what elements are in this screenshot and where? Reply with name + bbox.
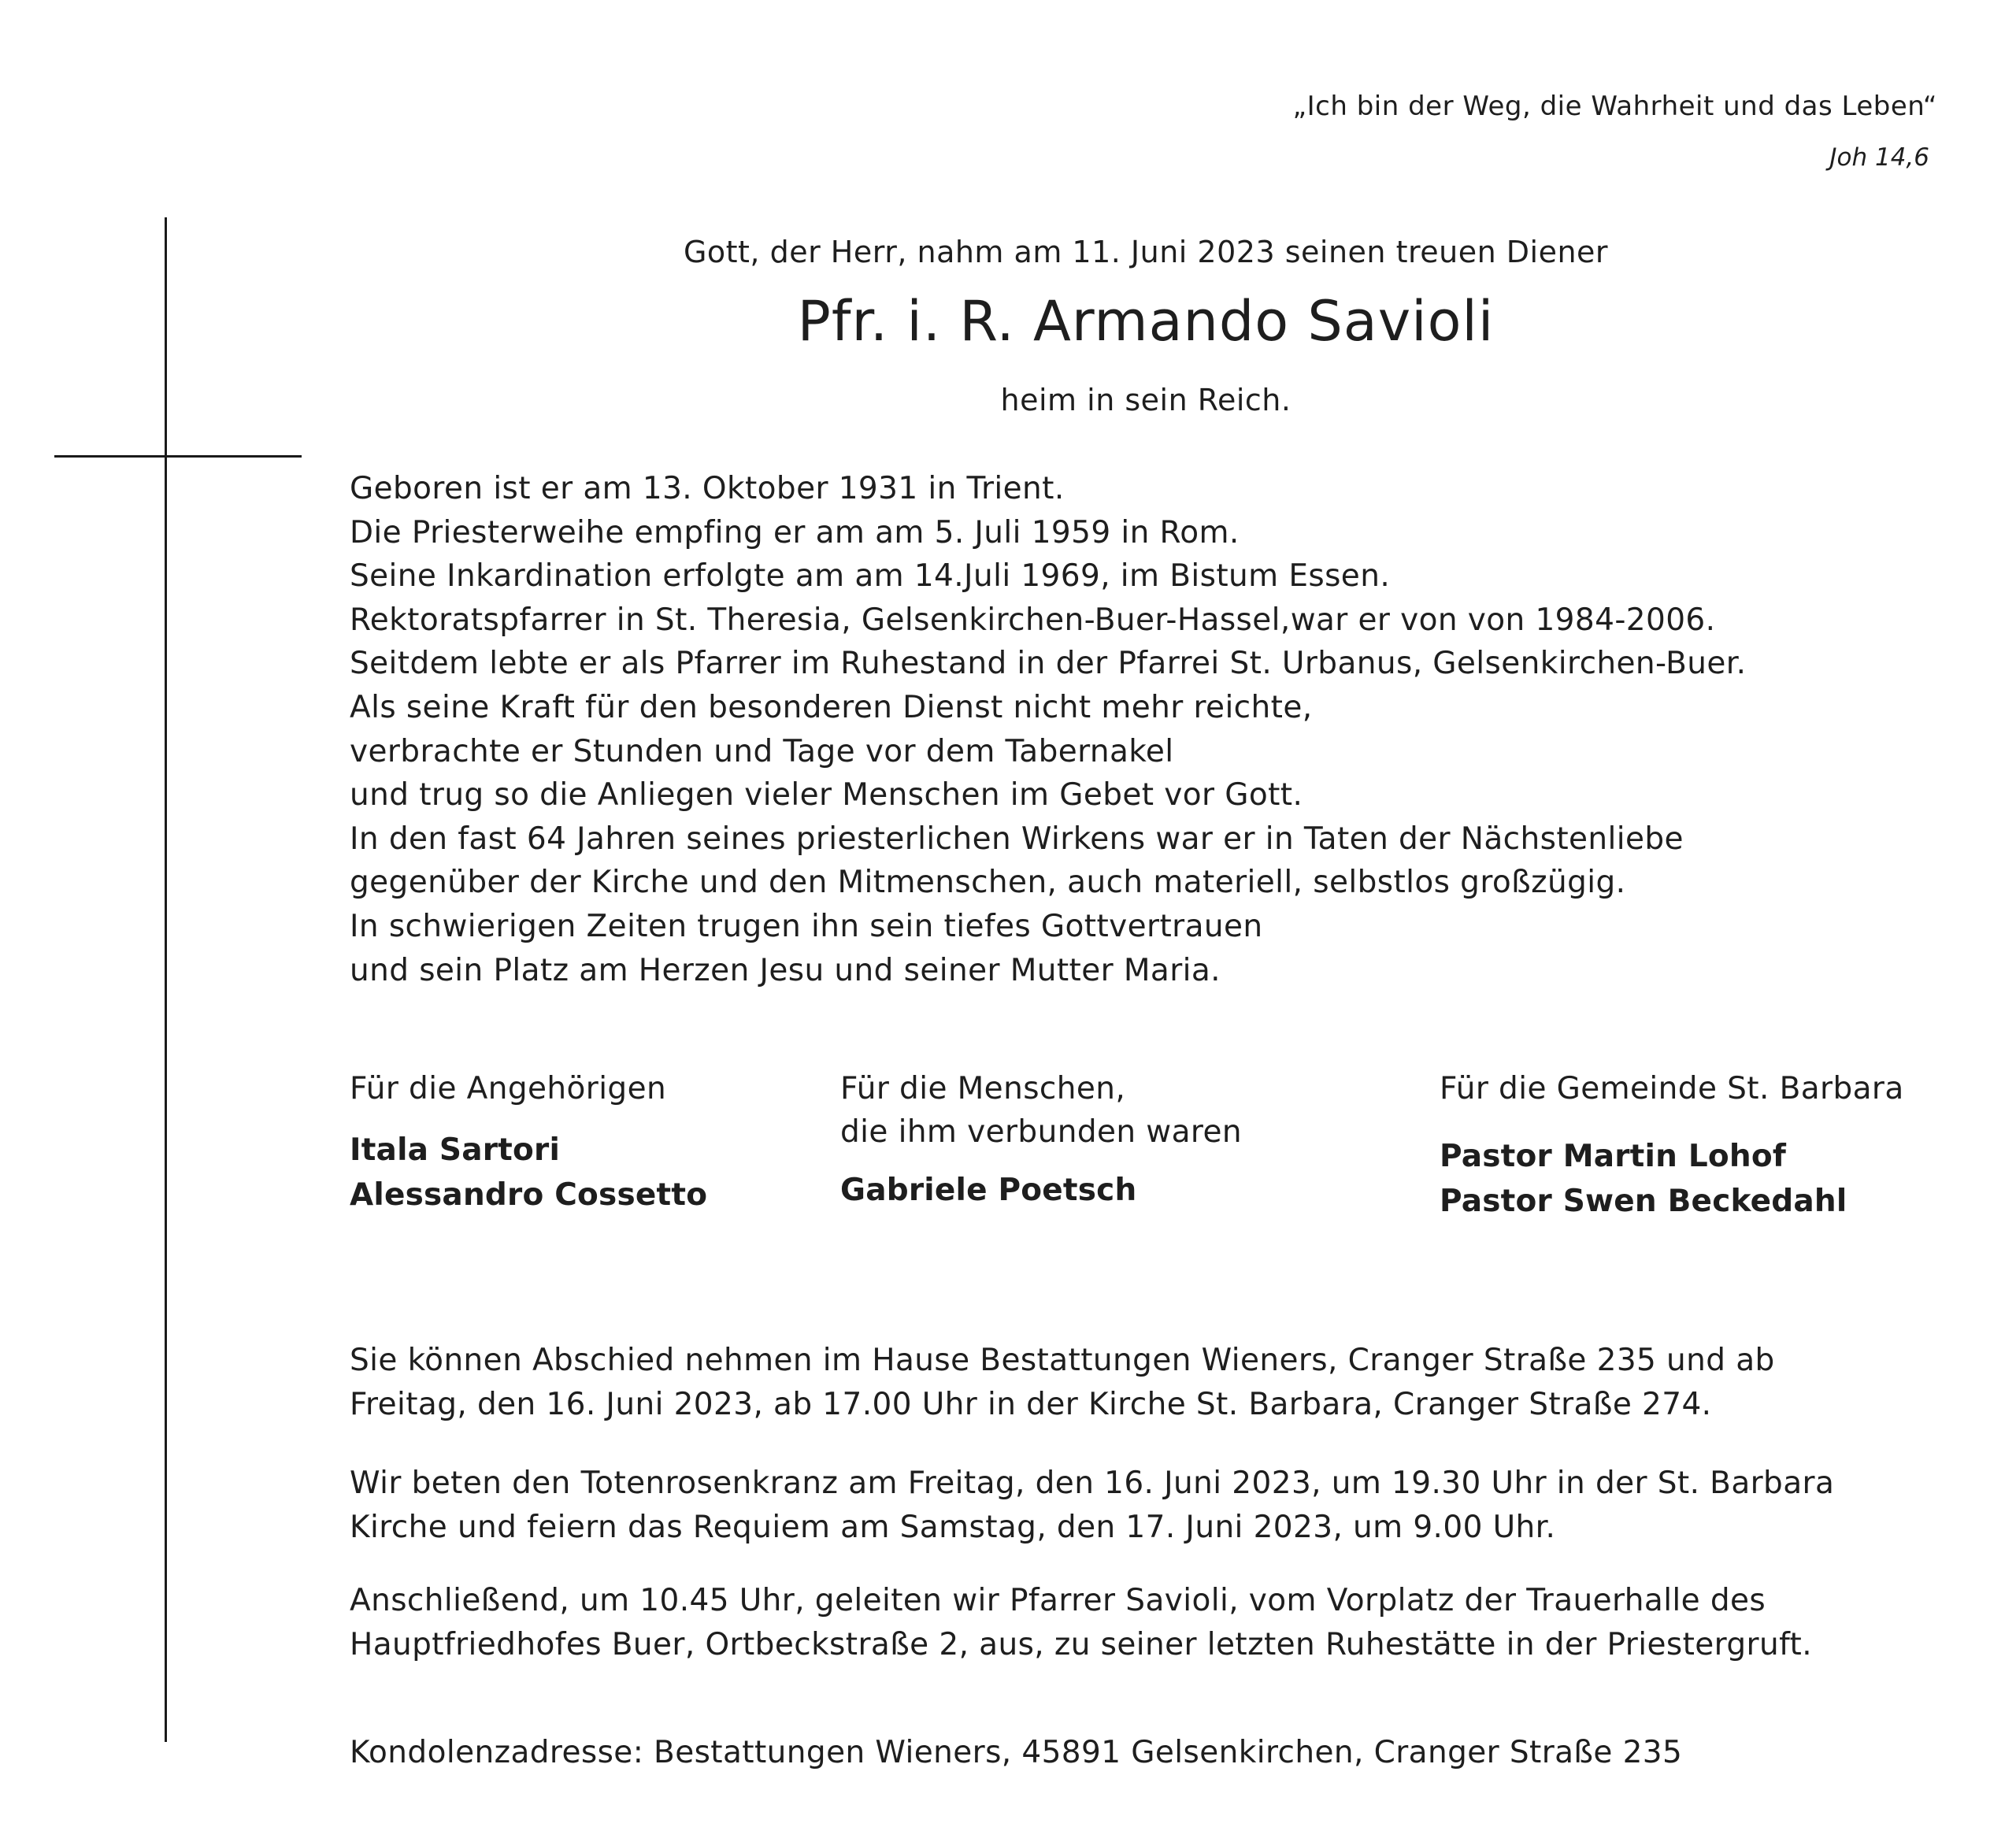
biography-line: verbrachte er Stunden und Tage vor dem Tabernakel <box>350 733 1174 769</box>
biography-line: Rektoratspfarrer in St. Theresia, Gelsenkirchen-Buer-Hassel,war er von von 1984-2006. <box>350 602 1716 638</box>
mourners-parish-heading: Für die Gemeinde St. Barbara <box>1440 1071 1904 1106</box>
biography-line: Die Priesterweihe empfing er am am 5. Juli 1959 in Rom. <box>350 514 1240 550</box>
mourners-friends <box>840 1067 1242 1213</box>
mourners-parish-names <box>1440 1134 1904 1224</box>
mourner-name: Alessandro Cossetto <box>350 1177 708 1213</box>
farewell-notice <box>350 1339 1775 1427</box>
rosary-notice-line: Kirche und feiern das Requiem am Samstag, den 17. Juni 2023, um 9.00 Uhr. <box>350 1510 1556 1545</box>
rosary-notice-line: Wir beten den Totenrosenkranz am Freitag, den 16. Juni 2023, um 19.30 Uhr in der St. Barbara <box>350 1466 1835 1501</box>
announcement-intro: Gott, der Herr, nahm am 11. Juni 2023 seinen treuen Diener <box>683 235 1609 269</box>
mourners-friends-heading-line: Für die Menschen, <box>840 1071 1126 1106</box>
farewell-notice-line: Freitag, den 16. Juni 2023, ab 17.00 Uhr in der Kirche St. Barbara, Cranger Straße 274. <box>350 1387 1712 1422</box>
deceased-name: Pfr. i. R. Armando Savioli <box>797 289 1495 354</box>
announcement-outro: heim in sein Reich. <box>1000 383 1292 417</box>
burial-notice <box>350 1579 1812 1667</box>
mourners-family <box>350 1067 707 1217</box>
mourners-friends-heading-line: die ihm verbunden waren <box>840 1114 1242 1150</box>
mourners-parish <box>1440 1067 1904 1224</box>
biography-line: und sein Platz am Herzen Jesu und seiner Mutter Maria. <box>350 952 1221 988</box>
mourner-name: Itala Sartori <box>350 1132 561 1168</box>
mourner-name: Gabriele Poetsch <box>840 1173 1137 1208</box>
mourners-family-heading: Für die Angehörigen <box>350 1071 667 1106</box>
bible-reference: Joh 14,6 <box>1829 143 1929 172</box>
biography-line: In schwierigen Zeiten trugen ihn sein tiefes Gottvertrauen <box>350 908 1263 944</box>
mourner-name: Pastor Swen Beckedahl <box>1440 1184 1847 1219</box>
bible-quote: „Ich bin der Weg, die Wahrheit und das Leben“ <box>1292 91 1937 122</box>
biography <box>350 467 1746 992</box>
mourners-family-names <box>350 1128 707 1217</box>
mourner-name: Pastor Martin Lohof <box>1440 1139 1786 1174</box>
biography-line: Als seine Kraft für den besonderen Dienst nicht mehr reichte, <box>350 689 1313 725</box>
rosary-notice <box>350 1462 1834 1550</box>
biography-line: Seitdem lebte er als Pfarrer im Ruhestand in der Pfarrei St. Urbanus, Gelsenkirchen-Buer. <box>350 646 1747 682</box>
condolence-address: Kondolenzadresse: Bestattungen Wieners, 45891 Gelsenkirchen, Cranger Straße 235 <box>350 1735 1683 1770</box>
burial-notice-line: Hauptfriedhofes Buer, Ortbeckstraße 2, aus, zu seiner letzten Ruhestätte in der Priestergruft. <box>350 1627 1813 1662</box>
farewell-notice-line: Sie können Abschied nehmen im Hause Bestattungen Wieners, Cranger Straße 235 und ab <box>350 1343 1775 1378</box>
biography-line: gegenüber der Kirche und den Mitmenschen, auch materiell, selbstlos großzügig. <box>350 865 1626 901</box>
biography-line: Geboren ist er am 13. Oktober 1931 in Trient. <box>350 471 1065 506</box>
cross-horizontal-bar <box>54 455 302 458</box>
mourners-friends-names <box>840 1168 1242 1213</box>
biography-line: In den fast 64 Jahren seines priesterlichen Wirkens war er in Taten der Nächstenliebe <box>350 821 1684 857</box>
mourners-friends-heading <box>840 1067 1242 1154</box>
cross-vertical-bar <box>165 217 167 1742</box>
biography-line: und trug so die Anliegen vieler Menschen im Gebet vor Gott. <box>350 777 1303 813</box>
biography-line: Seine Inkardination erfolgte am am 14.Juli 1969, im Bistum Essen. <box>350 558 1391 595</box>
burial-notice-line: Anschließend, um 10.45 Uhr, geleiten wir Pfarrer Savioli, vom Vorplatz der Trauerhalle des <box>350 1583 1766 1618</box>
